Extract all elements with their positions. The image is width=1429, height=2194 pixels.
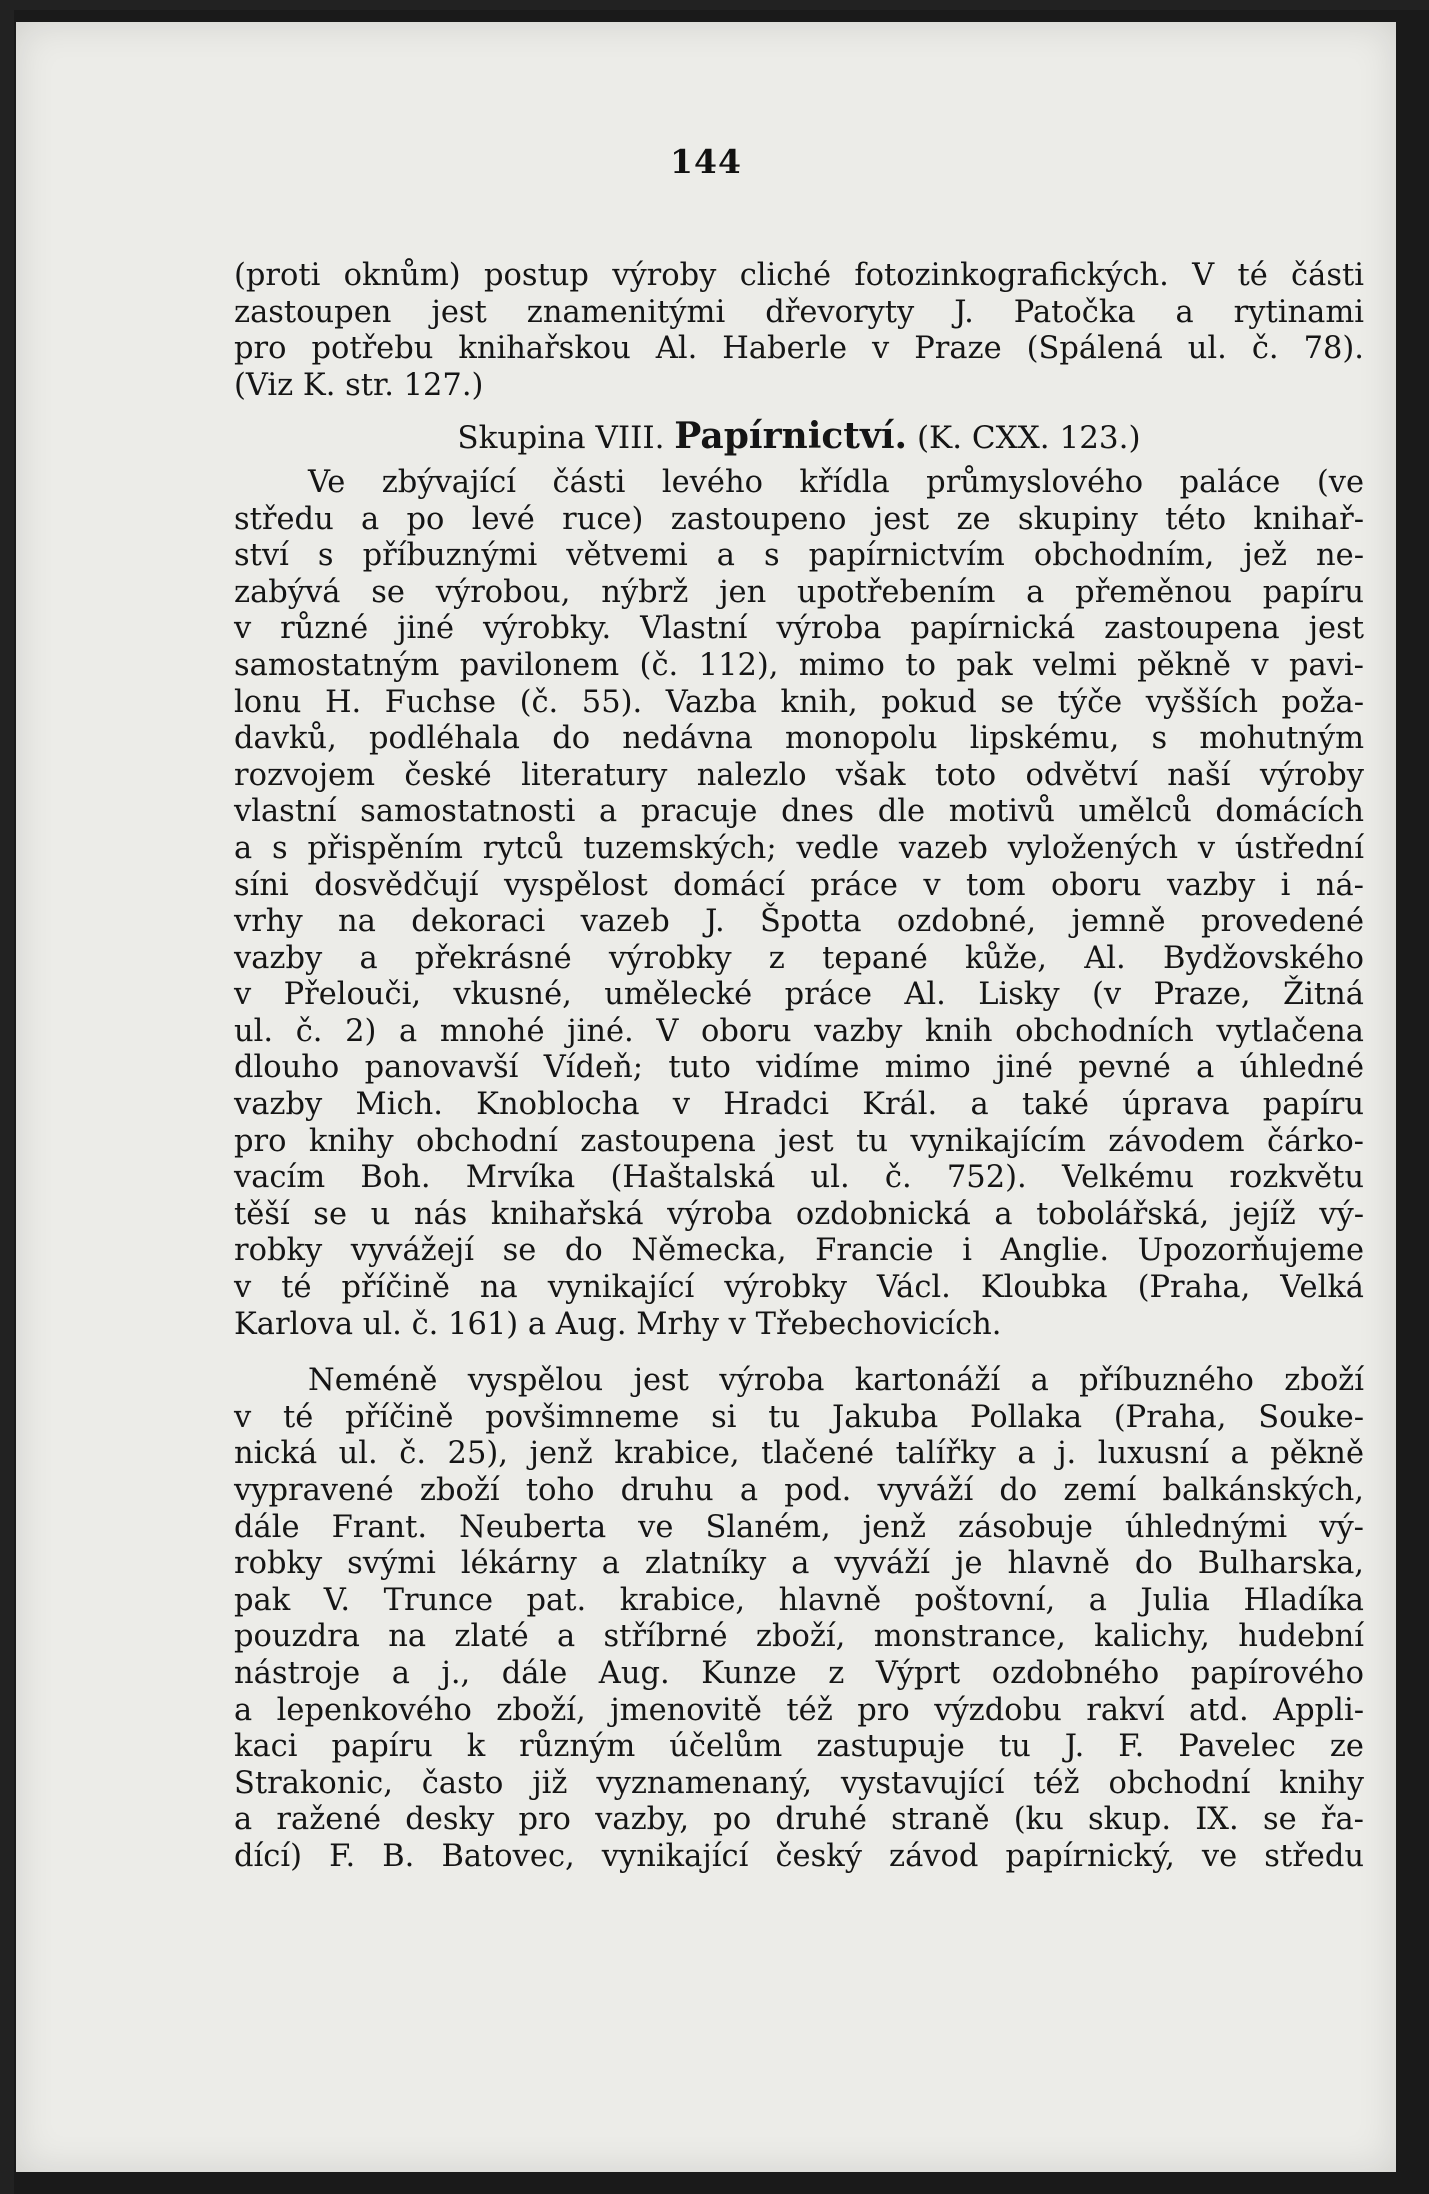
text-line: nástroje a j., dále Aug. Kunze z Výprt ozdobného papírového bbox=[234, 1655, 1364, 1691]
text-line: rozvojem české literatury nalezlo však toto odvětví naší výroby bbox=[234, 757, 1364, 793]
heading-title: Papírnictví. bbox=[674, 415, 908, 458]
text-line: lonu H. Fuchse (č. 55). Vazba knih, pokud se týče vyšších poža- bbox=[234, 684, 1364, 720]
text-line: pouzdra na zlaté a stříbrné zboží, monstrance, kalichy, hudební bbox=[234, 1619, 1364, 1655]
text-line: pro knihy obchodní zastoupena jest tu vynikajícím závodem čárko- bbox=[234, 1123, 1364, 1159]
text-line: v různé jiné výrobky. Vlastní výroba papírnická zastoupena jest bbox=[234, 611, 1364, 647]
text-line: dící) F. B. Batovec, vynikající český závod papírnický, ve středu bbox=[234, 1838, 1364, 1874]
heading-prefix: Skupina VIII. bbox=[457, 420, 665, 457]
text-line: samostatným pavilonem (č. 112), mimo to pak velmi pěkně v pavi- bbox=[234, 647, 1364, 683]
page-body bbox=[234, 258, 1364, 1876]
heading-suffix: (K. CXX. 123.) bbox=[916, 420, 1141, 457]
text-line: vazby a překrásné výrobky z tepané kůže, Al. Bydžovského bbox=[234, 940, 1364, 976]
text-line: síni dosvědčují vyspělost domácí práce v tom oboru vazby i ná- bbox=[234, 867, 1364, 903]
text-line: a s přispěním rytců tuzemských; vedle vazeb vyložených v ústřední bbox=[234, 830, 1364, 866]
paragraph-2 bbox=[234, 1363, 1364, 1875]
book-page bbox=[16, 22, 1396, 2172]
text-line: vazby Mich. Knoblocha v Hradci Král. a také úprava papíru bbox=[234, 1087, 1364, 1123]
text-line: (proti oknům) postup výroby cliché fotozinkografických. V té části bbox=[234, 258, 1364, 293]
section-heading bbox=[234, 415, 1364, 458]
paragraph-gap bbox=[234, 1343, 1364, 1363]
text-line: (Viz K. str. 127.) bbox=[234, 367, 484, 403]
text-line: a ražené desky pro vazby, po druhé straně (ku skup. IX. se řa- bbox=[234, 1802, 1364, 1838]
paragraph-1 bbox=[234, 465, 1364, 1343]
text-line: nická ul. č. 25), jenž krabice, tlačené talířky a j. luxusní a pěkně bbox=[234, 1436, 1364, 1472]
text-line: a lepenkového zboží, jmenovitě též pro výzdobu rakví atd. Appli- bbox=[234, 1692, 1364, 1728]
text-line: davků, podléhala do nedávna monopolu lipskému, s mohutným bbox=[234, 721, 1364, 757]
text-line: pro potřebu knihařskou Al. Haberle v Praze (Spálená ul. č. 78). bbox=[234, 331, 1364, 367]
text-line: středu a po levé ruce) zastoupeno jest ze skupiny této knihař- bbox=[234, 501, 1364, 537]
text-line: těší se u nás knihařská výroba ozdobnická a tobolářská, jejíž vý- bbox=[234, 1196, 1364, 1232]
text-line: robky vyvážejí se do Německa, Francie i Anglie. Upozorňujeme bbox=[234, 1233, 1364, 1269]
paragraph-intro bbox=[234, 258, 1364, 404]
text-line: pak V. Trunce pat. krabice, hlavně poštovní, a Julia Hladíka bbox=[234, 1582, 1364, 1618]
page-number: 144 bbox=[670, 142, 742, 181]
text-line: v Přelouči, vkusné, umělecké práce Al. Lisky (v Praze, Žitná bbox=[234, 977, 1364, 1013]
text-line: v té příčině na vynikající výrobky Václ. Kloubka (Praha, Velká bbox=[234, 1270, 1364, 1306]
text-line: vypravené zboží toho druhu a pod. vyváží do zemí balkánských, bbox=[234, 1473, 1364, 1508]
text-line: Strakonic, často již vyznamenaný, vystavující též obchodní knihy bbox=[234, 1765, 1364, 1801]
text-line: vacím Boh. Mrvíka (Haštalská ul. č. 752). Velkému rozkvětu bbox=[234, 1160, 1364, 1196]
text-line: vrhy na dekoraci vazeb J. Špotta ozdobné, jemně provedené bbox=[234, 904, 1364, 940]
text-line: vlastní samostatnosti a pracuje dnes dle motivů umělců domácích bbox=[234, 794, 1364, 830]
text-line: dále Frant. Neuberta ve Slaném, jenž zásobuje úhlednými vý- bbox=[234, 1509, 1364, 1545]
text-line: dlouho panovavší Vídeň; tuto vidíme mimo jiné pevné a úhledné bbox=[234, 1050, 1364, 1086]
text-line: kaci papíru k různým účelům zastupuje tu J. F. Pavelec ze bbox=[234, 1729, 1364, 1765]
text-line: zastoupen jest znamenitými dřevoryty J. Patočka a rytinami bbox=[234, 294, 1364, 330]
text-line: robky svými lékárny a zlatníky a vyváží je hlavně do Bulharska, bbox=[234, 1546, 1364, 1582]
text-line: ul. č. 2) a mnohé jiné. V oboru vazby knih obchodních vytlačena bbox=[234, 1013, 1364, 1049]
text-line: v té příčině povšimneme si tu Jakuba Pollaka (Praha, Souke- bbox=[234, 1399, 1364, 1435]
text-line: Karlova ul. č. 161) a Aug. Mrhy v Třebechovicích. bbox=[234, 1306, 1002, 1342]
text-line: Ve zbývající části levého křídla průmyslového paláce (ve bbox=[308, 464, 1364, 500]
text-line: Neméně vyspělou jest výroba kartonáží a příbuzného zboží bbox=[308, 1363, 1364, 1399]
text-line: ství s příbuznými větvemi a s papírnictvím obchodním, jež ne- bbox=[234, 538, 1364, 574]
text-line: zabývá se výrobou, nýbrž jen upotřebením a přeměnou papíru bbox=[234, 574, 1364, 610]
